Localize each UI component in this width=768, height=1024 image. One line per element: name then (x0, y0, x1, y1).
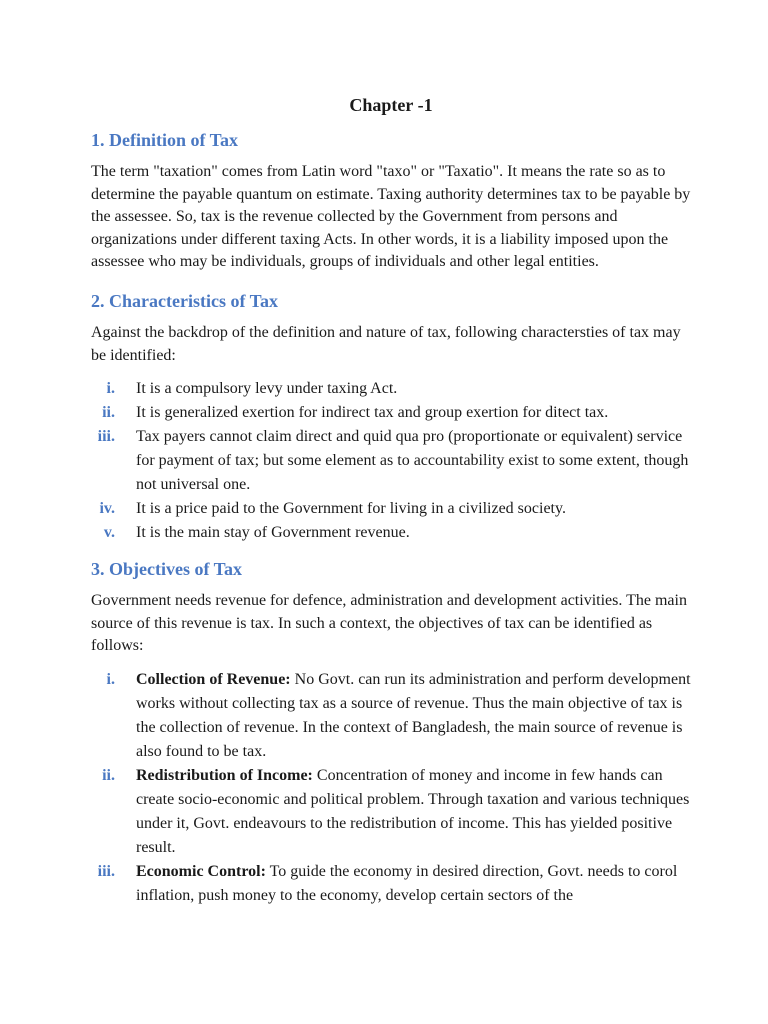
list-text: It is the main stay of Government revenue. (136, 524, 410, 542)
list-number: ii. (102, 404, 115, 422)
list-text: It is generalized exertion for indirect tax and group exertion for ditect tax. (136, 404, 609, 422)
section-characteristics (91, 289, 691, 545)
list-term: Redistribution of Income: (136, 766, 313, 784)
section-heading: 1. Definition of Tax (91, 130, 239, 150)
list-text: To guide the economy in desired direction, Govt. needs to corol inflation, push money to the economy, develop certain sectors of the (136, 862, 678, 904)
list-item (91, 425, 691, 497)
section-paragraph: The term "taxation" comes from Latin word "taxo" or "Taxatio". It means the rate so as to determine the payable quantum on estimate. Taxing authority determines tax to be payable by the assessee. So, tax is the revenue collected by the Government from persons and organizations under different taxing Acts. In other words, it is a liability imposed upon the assessee who may be individuals, groups of individuals and other legal entities. (91, 163, 691, 271)
section-heading: 3. Objectives of Tax (91, 559, 242, 580)
objectives-list (91, 668, 691, 908)
list-text: It is a compulsory levy under taxing Act. (136, 380, 398, 398)
list-text: Tax payers cannot claim direct and quid qua pro (proportionate or equivalent) service for payment of tax; but some element as to accountability exist to some extent, though not universal one. (136, 428, 689, 494)
list-item (91, 860, 691, 908)
list-text: No Govt. can run its administration and perform development works without collecting tax as a source of revenue. Thus the main objective of tax is the collection of revenue. In the context of Bangladesh, the main source of revenue is also found to be tax. (136, 670, 691, 760)
list-item (91, 401, 691, 425)
list-number: iii. (97, 862, 115, 880)
document-page (91, 92, 691, 920)
list-number: i. (106, 380, 115, 398)
list-number: iv. (99, 500, 115, 518)
section-paragraph: Against the backdrop of the definition and nature of tax, following charactersties of tax may be identified: (91, 323, 681, 364)
section-paragraph: Government needs revenue for defence, administration and development activities. The main source of this revenue is tax. In such a context, the objectives of tax can be identified as follows: (91, 592, 687, 655)
list-number: i. (106, 670, 115, 688)
list-text: It is a price paid to the Government for living in a civilized society. (136, 500, 566, 518)
section-definition (91, 128, 691, 274)
list-number: iii. (97, 428, 115, 446)
list-text: Concentration of money and income in few hands can create socio-economic and political problem. Through taxation and various techniques under it, Govt. endeavours to the redistribution of income. This has yielded positive result. (136, 766, 690, 856)
list-term: Collection of Revenue: (136, 670, 291, 688)
list-item (91, 668, 691, 764)
list-number: ii. (102, 766, 115, 784)
section-objectives (91, 557, 691, 908)
list-item (91, 377, 691, 401)
section-heading: 2. Characteristics of Tax (91, 290, 278, 311)
list-number: v. (103, 524, 115, 542)
list-item (91, 521, 691, 545)
list-item (91, 764, 691, 860)
list-term: Economic Control: (136, 862, 266, 880)
chapter-title: Chapter -1 (349, 95, 433, 115)
list-item (91, 497, 691, 521)
characteristics-list (91, 377, 691, 545)
